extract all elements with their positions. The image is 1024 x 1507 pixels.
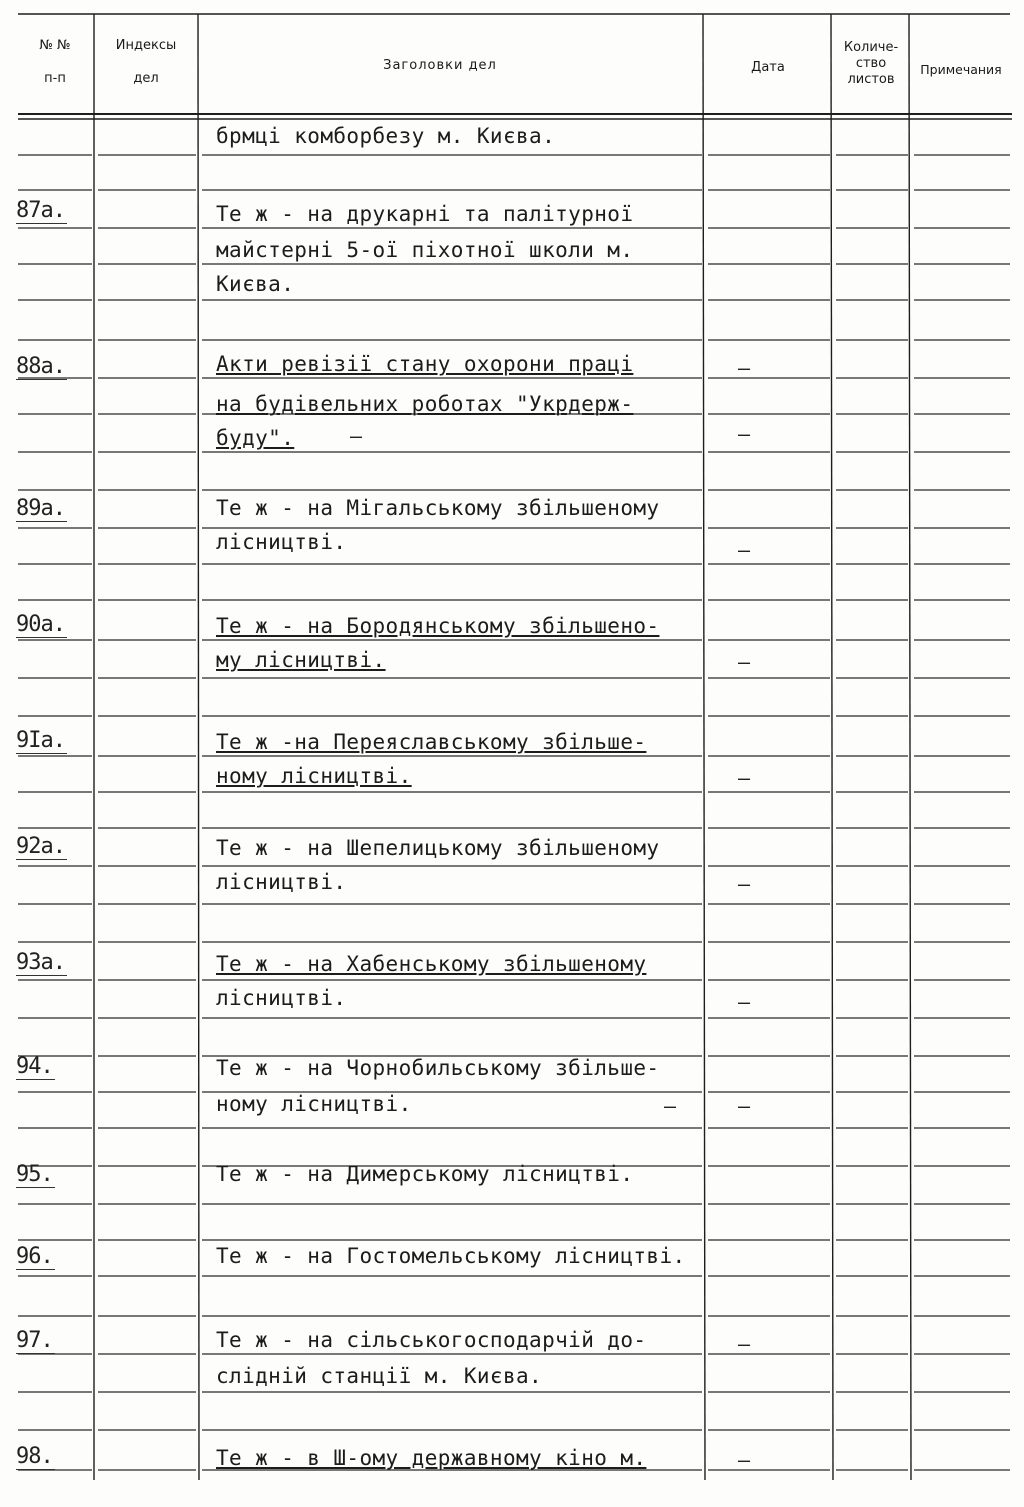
date-dash-mark: – [738,356,751,380]
entry-title-line: Те ж - на Гостомельському лісництві. [216,1244,686,1268]
entry-title-line: Те ж - на Шепелицькому збільшеному [216,836,660,860]
entry-number: 92а. [16,834,65,859]
entry-title-line: Те ж - в Ш-ому державному кіно м. [216,1446,647,1470]
date-dash-mark: – [738,422,751,446]
entry-title-line: Акти ревізії стану охорони праці [216,352,634,376]
entry-title-line: Те ж - на Чорнобильському збільше- [216,1056,660,1080]
entry-title-line: Те ж - на сільськогосподарчій до- [216,1328,647,1352]
entry-title-line: ному лісництві. [216,764,412,788]
header-notes-col: Примечания [920,62,1002,77]
entry-title-line: Те ж - на Хабенському збільшеному [216,952,647,976]
entry-number: 95. [16,1162,53,1187]
entry-number: 96. [16,1244,53,1269]
entry-number: 9Іа. [16,728,65,753]
entry-title-line: Те ж - на Мігальському збільшеному [216,496,660,520]
date-dash-mark: – [664,1094,677,1118]
entry-number: 94. [16,1054,53,1079]
entry-title-line: лісництві. [216,870,347,894]
entry-title-line: Те ж -на Переяславському збільше- [216,730,647,754]
date-dash-mark: – [738,872,751,896]
entry-title-line: Те ж - на Бородянському збільшено- [216,614,660,638]
entry-title-line: лісництві. [216,530,347,554]
date-dash-mark: – [738,538,751,562]
entry-number: 93а. [16,950,65,975]
header-num-col: № № п-п [39,38,71,86]
date-dash-mark: – [738,1448,751,1472]
header-date-col: Дата [751,60,785,75]
entry-title-line: майстерні 5-ої піхотної школи м. [216,238,634,262]
entry-number: 87а. [16,198,65,223]
entry-title-line: му лісництві. [216,648,386,672]
entry-number: 89а. [16,496,65,521]
entry-title-line: брмці комборбезу м. Києва. [216,124,556,148]
entry-title-line: буду". [216,426,295,450]
date-dash-mark: – [350,424,363,448]
entry-number: 90а. [16,612,65,637]
entry-title-line: Києва. [216,272,295,296]
header-title-col: Заголовки дел [383,58,497,73]
entry-number: 98. [16,1444,53,1469]
entry-number: 88а. [16,354,65,379]
date-dash-mark: – [738,650,751,674]
date-dash-mark: – [738,1094,751,1118]
date-dash-mark: – [738,1332,751,1356]
date-dash-mark: – [738,990,751,1014]
entry-title-line: слідній станції м. Києва. [216,1364,543,1388]
entry-title-line: Те ж - на Димерському лісництві. [216,1162,634,1186]
header-sheets-col: Количе- ство листов [843,40,899,87]
entry-title-line: на будівельних роботах "Укрдерж- [216,392,634,416]
entry-title-line: Те ж - на друкарні та палітурної [216,202,634,226]
entry-number: 97. [16,1328,53,1353]
header-index-col: Индексы дел [115,38,177,86]
entry-title-line: ному лісництві. [216,1092,412,1116]
date-dash-mark: – [738,766,751,790]
entry-title-line: лісництві. [216,986,347,1010]
